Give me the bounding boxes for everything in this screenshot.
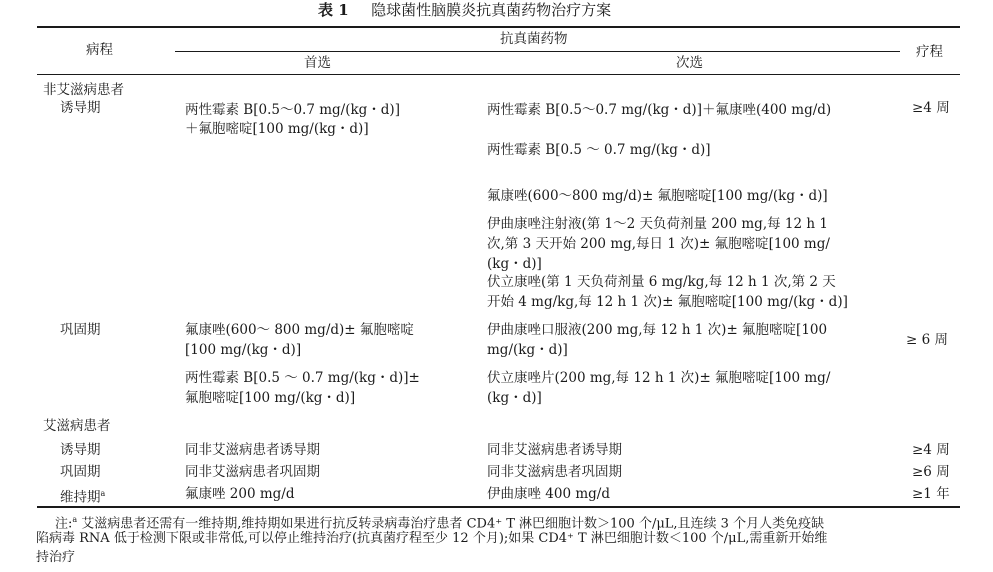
- aids-stage-consolidation: 巩固期: [60, 464, 101, 480]
- header-drugs: 抗真菌药物: [500, 31, 568, 47]
- footnote-sup: a: [72, 515, 78, 524]
- induction-alt4-line1: 伊曲康唑注射液(第 1～2 天负荷剂量 200 mg,每 12 h 1: [487, 216, 828, 232]
- table-title: [318, 0, 611, 20]
- header-second: 次选: [676, 55, 703, 71]
- footnote-marker: a: [100, 489, 106, 498]
- header-first: 首选: [304, 55, 331, 71]
- header-stage: 病程: [86, 42, 113, 58]
- aids-maintenance-first: 氟康唑 200 mg/d: [185, 486, 295, 502]
- section-aids: 艾滋病患者: [43, 418, 111, 434]
- consolidation-first2-line2: 氟胞嘧啶[100 mg/(kg・d)]: [185, 390, 356, 406]
- header-mid-rule: [175, 51, 900, 52]
- consolidation-first1-line1: 氟康唑(600～ 800 mg/d)± 氟胞嘧啶: [185, 322, 414, 338]
- consolidation-alt2-line2: (kg・d)]: [487, 390, 542, 406]
- induction-alt4-line2: 次,第 3 天开始 200 mg,每日 1 次)± 氟胞嘧啶[100 mg/: [487, 236, 830, 252]
- aids-induction-first: 同非艾滋病患者诱导期: [185, 442, 320, 458]
- top-rule: [37, 26, 960, 28]
- footnote-text-1: 艾滋病患者还需有一维持期,维持期如果进行抗反转录病毒治疗患者 CD4⁺ T 淋巴细胞计数＞100 个/μL,且连续 3 个月人类免疫缺: [77, 516, 825, 532]
- header-bottom-rule: [37, 74, 960, 75]
- induction-alt3: 氟康唑(600～800 mg/d)± 氟胞嘧啶[100 mg/(kg・d)]: [487, 188, 828, 204]
- aids-induction-course: ≥4 周: [912, 442, 950, 458]
- consolidation-first1-line2: [100 mg/(kg・d)]: [185, 342, 302, 358]
- footnote-line2: 陷病毒 RNA 低于检测下限或非常低,可以停止维持治疗(抗真菌疗程至少 12 个月);如果 CD4⁺ T 淋巴细胞计数＜100 个/μL,需重新开始维: [36, 531, 828, 546]
- header-course: 疗程: [916, 44, 943, 60]
- aids-maintenance-second: 伊曲康唑 400 mg/d: [487, 486, 610, 502]
- section-non-aids: 非艾滋病患者: [43, 82, 124, 98]
- aids-consolidation-course: ≥6 周: [912, 464, 950, 480]
- aids-stage-maintenance: [60, 484, 105, 508]
- aids-stage-induction: 诱导期: [60, 442, 101, 458]
- induction-first-line1: 两性霉素 B[0.5～0.7 mg/(kg・d)]: [185, 102, 400, 118]
- induction-course: ≥4 周: [912, 100, 950, 116]
- induction-alt4-line3: (kg・d)]: [487, 256, 542, 272]
- footnote-line3: 持治疗: [36, 550, 76, 565]
- aids-maintenance-label: 维持期: [60, 489, 101, 506]
- footnote-prefix: 注:: [55, 516, 73, 532]
- consolidation-alt2-line1: 伏立康唑片(200 mg,每 12 h 1 次)± 氟胞嘧啶[100 mg/: [487, 370, 831, 386]
- consolidation-course: ≥ 6 周: [906, 332, 948, 348]
- induction-first-line2: ＋氟胞嘧啶[100 mg/(kg・d)]: [185, 121, 369, 137]
- induction-alt5-line1: 伏立康唑(第 1 天负荷剂量 6 mg/kg,每 12 h 1 次,第 2 天: [487, 274, 836, 290]
- stage-induction: 诱导期: [60, 100, 101, 116]
- consolidation-first2-line1: 两性霉素 B[0.5 ～ 0.7 mg/(kg・d)]±: [185, 370, 420, 386]
- aids-consolidation-first: 同非艾滋病患者巩固期: [185, 464, 320, 480]
- table-title-text: 隐球菌性脑膜炎抗真菌药物治疗方案: [371, 1, 612, 19]
- aids-induction-second: 同非艾滋病患者诱导期: [487, 442, 622, 458]
- consolidation-alt1-line1: 伊曲康唑口服液(200 mg,每 12 h 1 次)± 氟胞嘧啶[100: [487, 322, 828, 338]
- consolidation-alt1-line2: mg/(kg・d)]: [487, 342, 568, 358]
- bottom-rule: [37, 506, 960, 508]
- aids-consolidation-second: 同非艾滋病患者巩固期: [487, 464, 622, 480]
- induction-alt1: 两性霉素 B[0.5～0.7 mg/(kg・d)]＋氟康唑(400 mg/d): [487, 102, 832, 118]
- table-label: 表 1: [318, 1, 349, 19]
- stage-consolidation: 巩固期: [60, 322, 101, 338]
- induction-alt5-line2: 开始 4 mg/kg,每 12 h 1 次)± 氟胞嘧啶[100 mg/(kg・d)]: [487, 294, 848, 310]
- induction-alt2: 两性霉素 B[0.5 ～ 0.7 mg/(kg・d)]: [487, 142, 711, 158]
- aids-maintenance-course: ≥1 年: [912, 486, 950, 502]
